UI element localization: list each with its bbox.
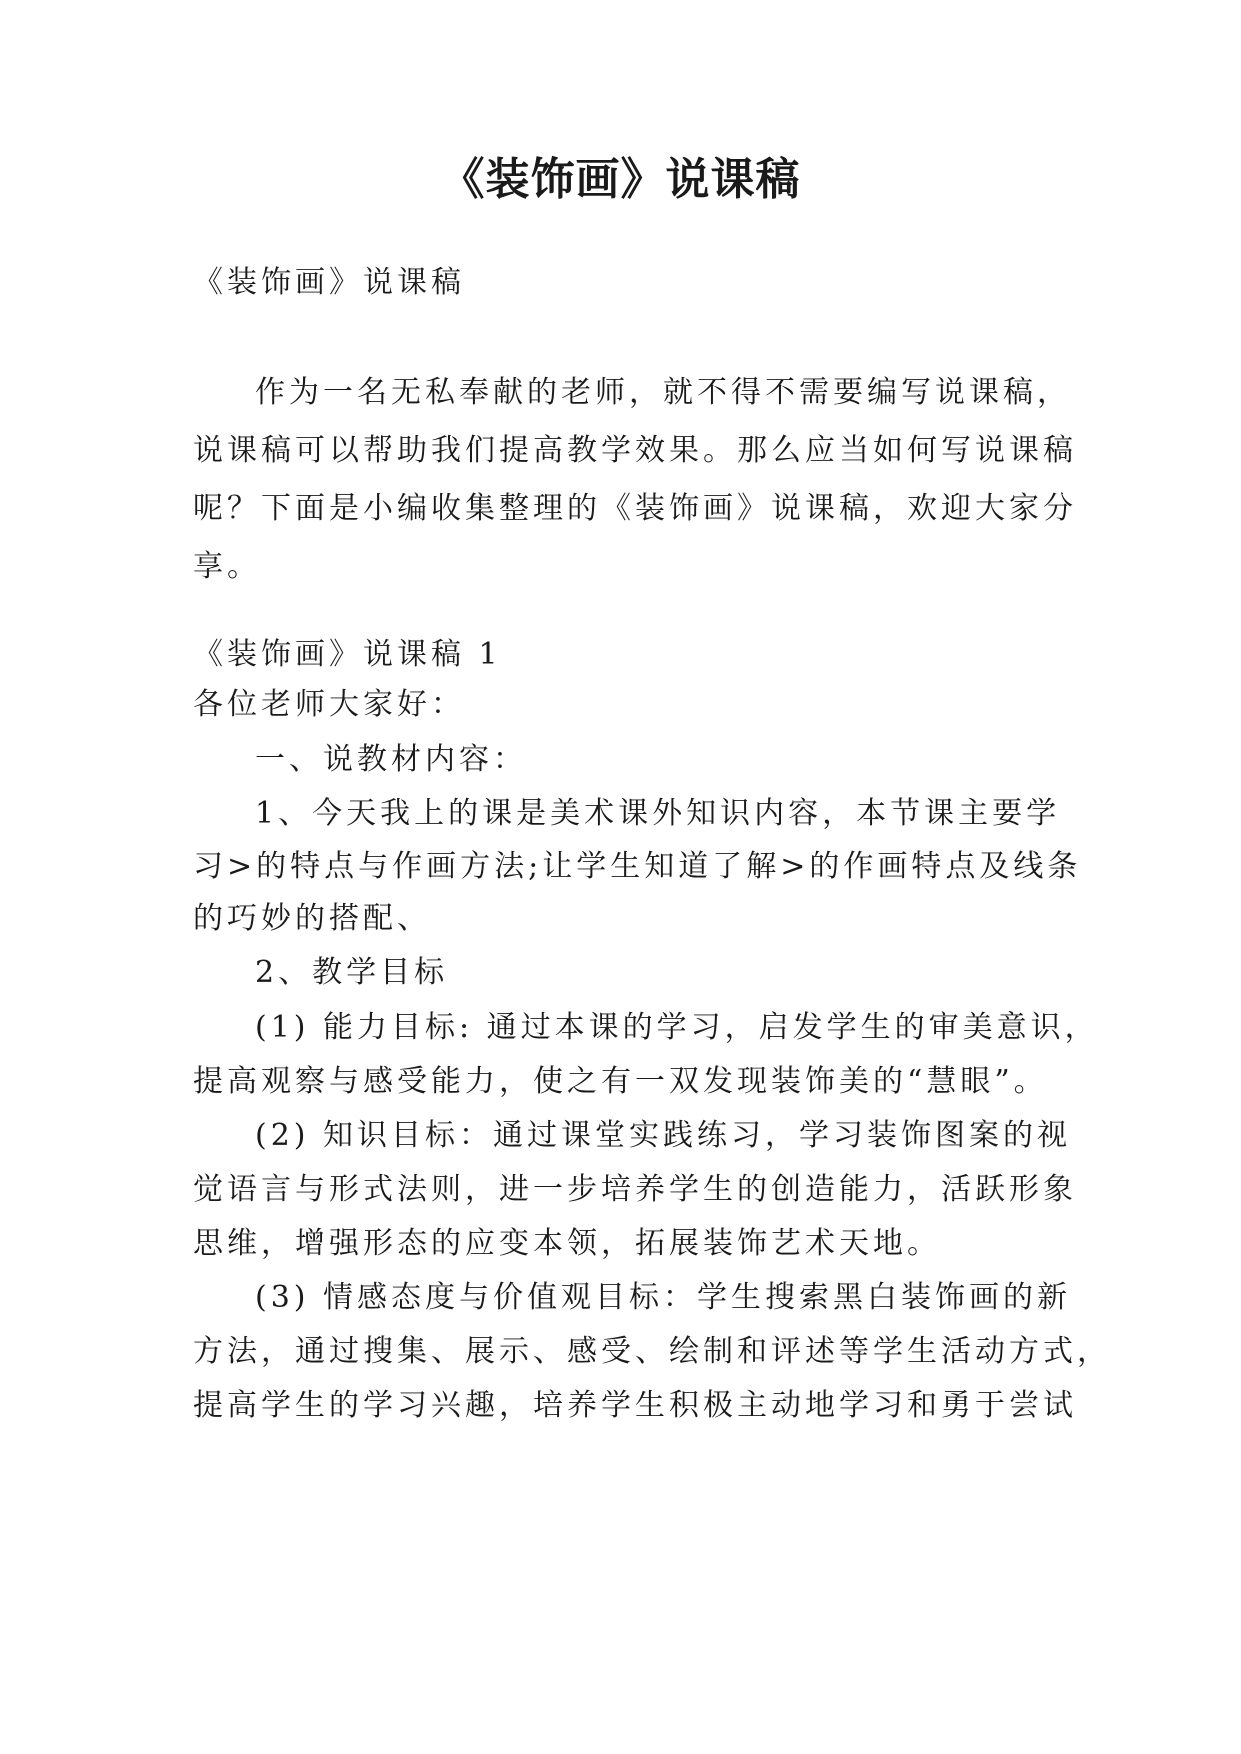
- content-line: (2) 知识目标：通过课堂实践练习，学习装饰图案的视: [255, 1118, 1072, 1153]
- content-line: 方法，通过搜集、展示、感受、绘制和评述等学生活动方式，: [193, 1334, 1111, 1369]
- content-line: 提高观察与感受能力，使之有一双发现装饰美的“慧眼”。: [193, 1064, 1048, 1099]
- section-heading: 《装饰画》说课稿 1: [193, 637, 502, 672]
- intro-line: 享。: [193, 549, 261, 584]
- intro-line: 说课稿可以帮助我们提高教学效果。那么应当如何写说课稿: [193, 433, 1077, 468]
- content-line: (3) 情感态度与价值观目标：学生搜索黑白装饰画的新: [255, 1280, 1072, 1315]
- content-line: 思维，增强形态的应变本领，拓展装饰艺术天地。: [193, 1226, 941, 1261]
- content-line: 的巧妙的搭配、: [193, 901, 431, 936]
- content-line: 2、教学目标: [255, 955, 449, 990]
- content-line: 习>的特点与作画方法;让学生知道了解>的作画特点及线条: [193, 849, 1082, 884]
- content-line: 1、今天我上的课是美术课外知识内容，本节课主要学: [255, 796, 1061, 831]
- greeting: 各位老师大家好：: [193, 687, 465, 722]
- content-line: 提高学生的学习兴趣，培养学生积极主动地学习和勇于尝试: [193, 1388, 1077, 1423]
- content-line: (1) 能力目标: 通过本课的学习，启发学生的审美意识，: [255, 1010, 1099, 1045]
- content-line: 一、说教材内容：: [255, 742, 527, 777]
- intro-line: 呢？下面是小编收集整理的《装饰画》说课稿，欢迎大家分: [193, 491, 1077, 526]
- document-title: 《装饰画》说课稿: [440, 154, 801, 205]
- intro-line: 作为一名无私奉献的老师，就不得不需要编写说课稿，: [255, 375, 1071, 410]
- content-line: 觉语言与形式法则，进一步培养学生的创造能力，活跃形象: [193, 1172, 1077, 1207]
- document-subtitle: 《装饰画》说课稿: [193, 265, 465, 300]
